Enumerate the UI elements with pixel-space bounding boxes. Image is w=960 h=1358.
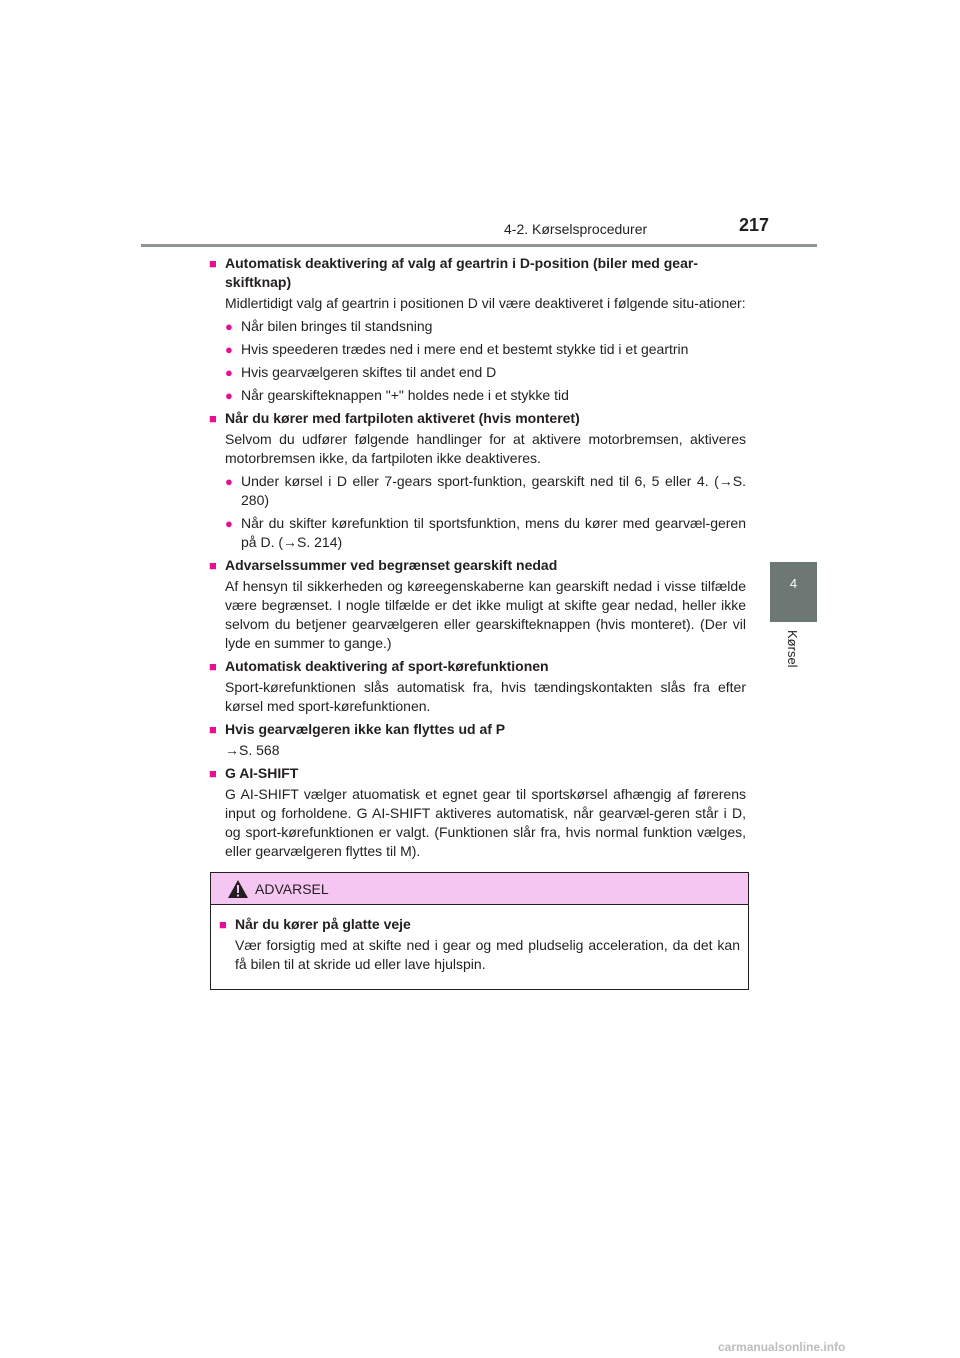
bullet-dot-icon: ● (225, 516, 233, 531)
section-title: Hvis gearvælgeren ikke kan flyttes ud af P (225, 721, 506, 737)
section-heading (209, 764, 746, 783)
warning-triangle-icon (227, 879, 249, 899)
section (209, 657, 746, 716)
section-heading (209, 409, 746, 428)
section-title: G AI-SHIFT (225, 765, 299, 781)
square-marker-icon: ■ (209, 766, 217, 781)
header-rule (141, 244, 817, 247)
square-marker-icon: ■ (209, 722, 217, 737)
section-body: G AI-SHIFT vælger atuomatisk et egnet gear til sportskørsel afhængig af førerens input og forholdene. G AI-SHIFT aktiveres automatisk, når gearvæl-geren står i D, og sport-kørefunktionen er valgt. (Funktionen slår fra, hvis normal funktion vælges, eller gearvælgeren flyttes til M). (225, 786, 746, 859)
list-item (209, 472, 746, 510)
square-marker-icon: ■ (209, 411, 217, 426)
main-content (209, 254, 746, 865)
bullet-dot-icon: ● (225, 342, 233, 357)
warning-title (219, 915, 740, 934)
section (209, 254, 746, 405)
list-item (209, 386, 746, 405)
section-body: Af hensyn til sikkerheden og køreegenskaberne kan gearskift nedad i visse tilfælde være begrænset. I nogle tilfælde er det ikke muligt at skifte gear nedad, heller ikke selvom du betjener gearvælgeren eller gearskifteknappen (hvis monteret). (Der vil lyde en summer to gange.) (225, 578, 746, 651)
square-marker-icon: ■ (219, 917, 227, 932)
list-item (209, 340, 746, 359)
section-title: Når du kører med fartpiloten aktiveret (hvis monteret) (225, 410, 580, 426)
section (209, 764, 746, 861)
section (209, 556, 746, 653)
bullet-dot-icon: ● (225, 474, 233, 489)
section-heading (209, 254, 746, 292)
section (209, 409, 746, 552)
section-body: Selvom du udfører følgende handlinger for at aktivere motorbremsen, aktiveres motorbremsen ikke, da fartpiloten ikke deaktiveres. (225, 431, 746, 466)
section (209, 720, 746, 760)
header-section-title: 4-2. Kørselsprocedurer (504, 221, 648, 237)
warning-header (211, 873, 748, 905)
section-heading (209, 657, 746, 676)
chapter-tab-label: Kørsel (785, 630, 800, 668)
bullet-dot-icon: ● (225, 319, 233, 334)
list-item-text: Hvis speederen trædes ned i mere end et bestemt stykke tid i et geartrin (241, 341, 689, 357)
bullet-dot-icon: ● (225, 365, 233, 380)
warning-body: Vær forsigtig med at skifte ned i gear og med pludselig acceleration, da det kan få bilen til at skride ud eller lave hjulspin. (235, 937, 740, 972)
page-number: 217 (739, 215, 770, 235)
square-marker-icon: ■ (209, 256, 217, 271)
list-item-text: Under kørsel i D eller 7-gears sport-funktion, gearskift ned til 6, 5 eller 4. (→S. 280) (241, 473, 746, 508)
list-item (209, 363, 746, 382)
section-body: →S. 568 (225, 742, 280, 758)
chapter-tab[interactable] (770, 562, 817, 622)
square-marker-icon: ■ (209, 558, 217, 573)
list-item-text: Når gearskifteknappen "+" holdes nede i et stykke tid (241, 387, 569, 403)
section-body: Midlertidigt valg af geartrin i positionen D vil være deaktiveret i følgende situ-ationer: (225, 295, 746, 311)
watermark: carmanualsonline.info (718, 1340, 846, 1354)
bullet-dot-icon: ● (225, 388, 233, 403)
list-item (209, 514, 746, 552)
list-item (209, 317, 746, 336)
warning-title-text: Når du kører på glatte veje (235, 916, 411, 932)
warning-label: ADVARSEL (255, 880, 329, 897)
chapter-tab-number: 4 (789, 576, 798, 591)
section-body: Sport-kørefunktionen slås automatisk fra, hvis tændingskontakten slås fra efter kørsel med sport-kørefunktionen. (225, 679, 746, 714)
square-marker-icon: ■ (209, 659, 217, 674)
warning-box (210, 872, 749, 990)
section-title: Automatisk deaktivering af valg af geartrin i D-position (biler med gear-skiftknap) (225, 255, 698, 290)
section-heading (209, 556, 746, 575)
section-heading (209, 720, 746, 739)
section-title: Automatisk deaktivering af sport-kørefunktionen (225, 658, 549, 674)
list-item-text: Hvis gearvælgeren skiftes til andet end D (241, 364, 497, 380)
list-item-text: Når bilen bringes til standsning (241, 318, 433, 334)
section-title: Advarselssummer ved begrænset gearskift nedad (225, 557, 558, 573)
list-item-text: Når du skifter kørefunktion til sportsfunktion, mens du kører med gearvæl-geren på D. (→S. 214) (241, 515, 746, 550)
